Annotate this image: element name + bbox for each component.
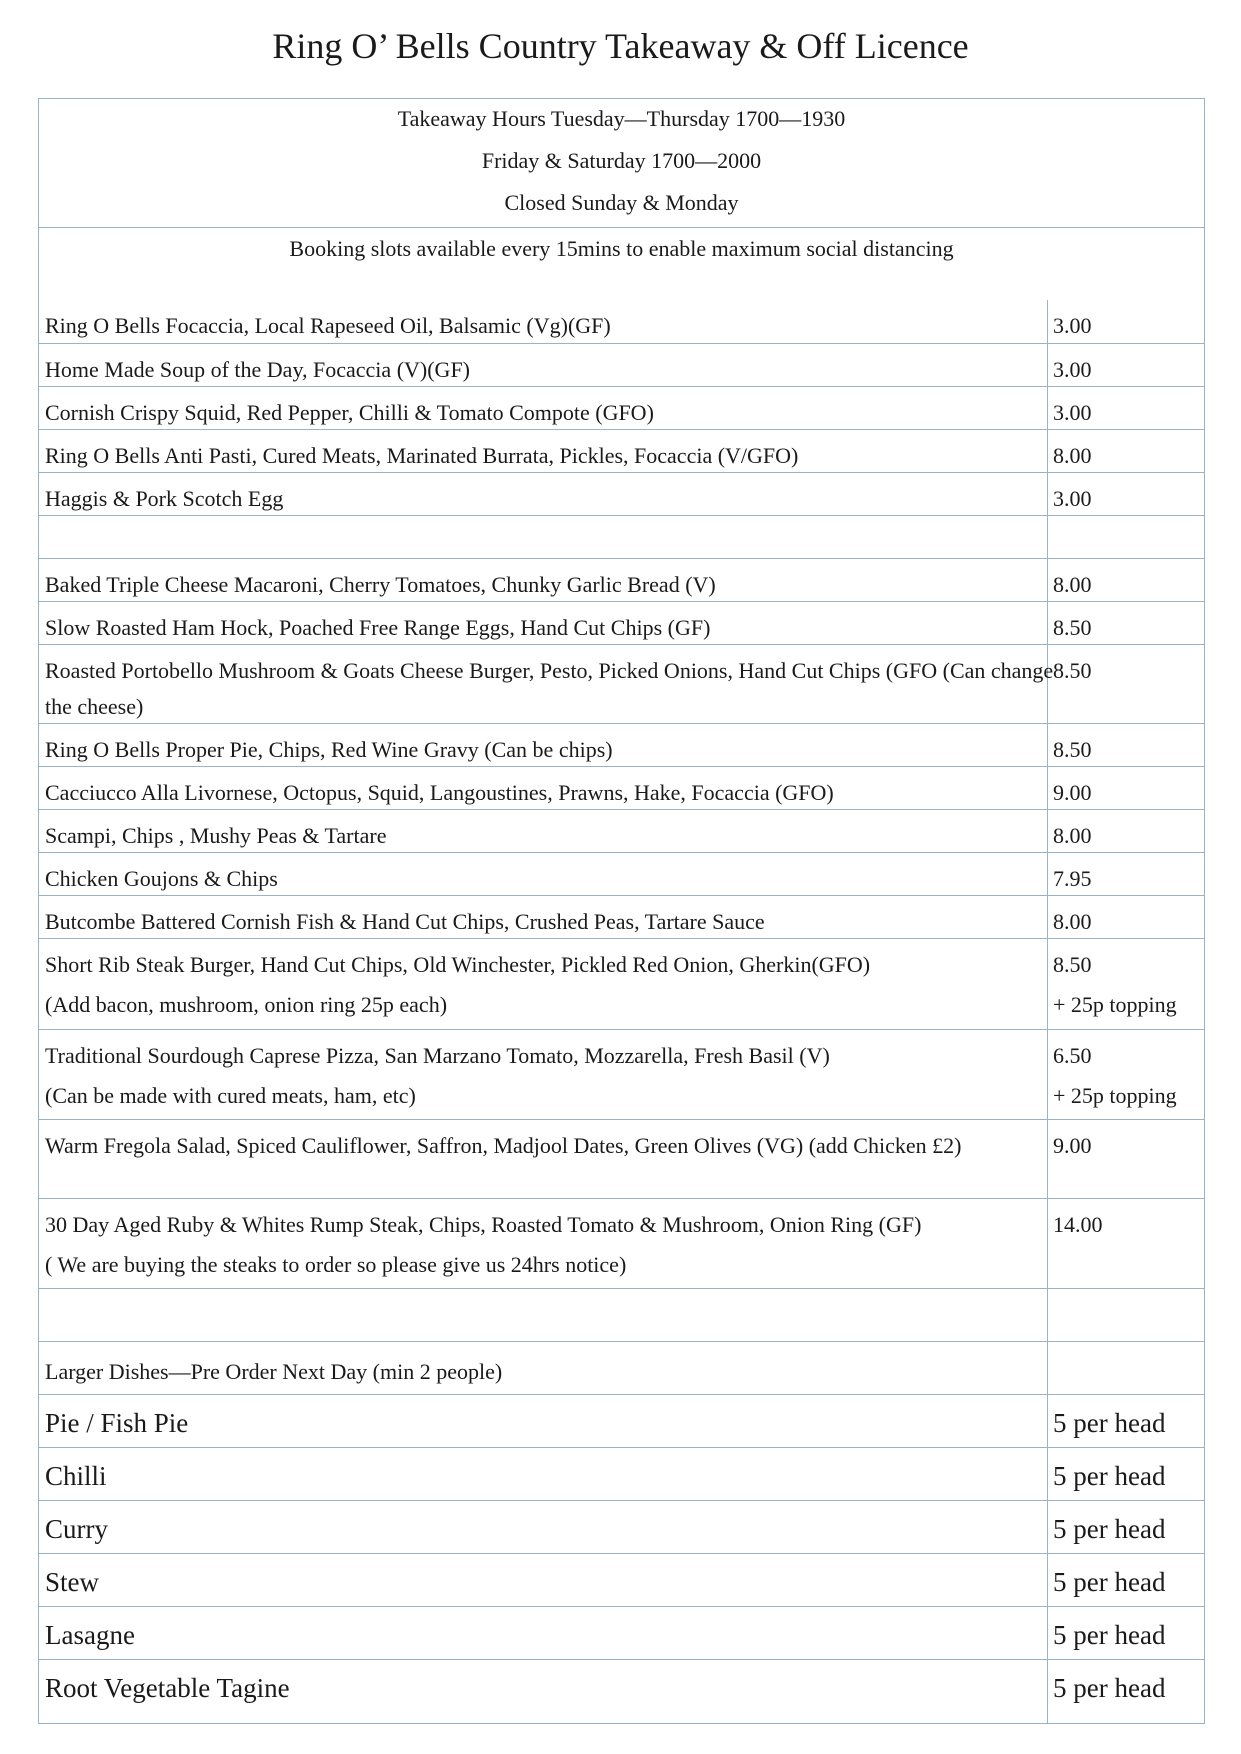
item-price: 3.00 xyxy=(1053,400,1092,425)
empty-row xyxy=(38,1289,1205,1342)
menu-row xyxy=(38,853,1205,896)
menu-row xyxy=(38,939,1205,1030)
price-note: + 25p topping xyxy=(1053,992,1177,1017)
page-title: Ring O’ Bells Country Takeaway & Off Licence xyxy=(272,26,969,66)
item-price: 8.00 xyxy=(1053,443,1092,468)
item-price xyxy=(1053,947,1203,1023)
menu-row xyxy=(38,645,1205,724)
item-name: Butcombe Battered Cornish Fish & Hand Cut Chips, Crushed Peas, Tartare Sauce xyxy=(45,909,765,934)
item-title: Short Rib Steak Burger, Hand Cut Chips, Old Winchester, Pickled Red Onion, Gherkin(GFO) xyxy=(45,952,871,977)
item-note: (Can be made with cured meats, ham, etc) xyxy=(45,1083,416,1108)
item-name: Roasted Portobello Mushroom & Goats Cheese Burger, Pesto, Picked Onions, Hand Cut Chips (GFO (Can change the cheese) xyxy=(45,658,1054,719)
item-price: 8.50 xyxy=(1053,615,1092,640)
larger-dishes-heading: Larger Dishes—Pre Order Next Day (min 2 people) xyxy=(45,1359,503,1384)
hours-line-2: Friday & Saturday 1700—2000 xyxy=(481,148,762,173)
menu-row xyxy=(38,602,1205,645)
item-price xyxy=(1053,1038,1203,1114)
item-price: 5 per head xyxy=(1053,1567,1166,1597)
menu-row xyxy=(38,810,1205,853)
menu-row xyxy=(38,896,1205,939)
item-name: Chicken Goujons & Chips xyxy=(45,866,278,891)
menu-row xyxy=(38,1395,1205,1448)
item-price: 8.00 xyxy=(1053,909,1092,934)
item-title: 30 Day Aged Ruby & Whites Rump Steak, Chips, Roasted Tomato & Mushroom, Onion Ring (GF) xyxy=(45,1212,922,1237)
item-price: 3.00 xyxy=(1053,313,1092,338)
item-name: Cornish Crispy Squid, Red Pepper, Chilli & Tomato Compote (GFO) xyxy=(45,400,654,425)
item-price: 8.00 xyxy=(1053,823,1092,848)
item-name: Ring O Bells Focaccia, Local Rapeseed Oil, Balsamic (Vg)(GF) xyxy=(45,313,611,338)
item-name: Chilli xyxy=(45,1461,107,1491)
menu-row xyxy=(38,1554,1205,1607)
item-name: Stew xyxy=(45,1567,99,1597)
item-price: 9.00 xyxy=(1053,780,1092,805)
menu-row xyxy=(38,1607,1205,1660)
larger-dishes-heading-row xyxy=(38,1342,1205,1395)
menu-row xyxy=(38,430,1205,473)
item-name: Scampi, Chips , Mushy Peas & Tartare xyxy=(45,823,387,848)
item-price: 9.00 xyxy=(1053,1133,1092,1158)
item-name: Haggis & Pork Scotch Egg xyxy=(45,486,284,511)
item-name: Baked Triple Cheese Macaroni, Cherry Tomatoes, Chunky Garlic Bread (V) xyxy=(45,572,716,597)
item-price: 5 per head xyxy=(1053,1461,1166,1491)
item-price: 8.50 xyxy=(1053,658,1092,683)
menu-row xyxy=(38,1448,1205,1501)
menu-row xyxy=(38,300,1205,344)
item-price: 7.95 xyxy=(1053,866,1092,891)
hours-line-3: Closed Sunday & Monday xyxy=(504,190,739,215)
item-note: ( We are buying the steaks to order so please give us 24hrs notice) xyxy=(45,1252,627,1277)
opening-hours xyxy=(38,98,1205,228)
menu-row xyxy=(38,1199,1205,1289)
item-name: Pie / Fish Pie xyxy=(45,1408,189,1438)
item-name xyxy=(45,947,1075,1023)
item-name: Warm Fregola Salad, Spiced Cauliflower, Saffron, Madjool Dates, Green Olives (VG) (add Chicken £2) xyxy=(45,1133,962,1158)
empty-row xyxy=(38,516,1205,559)
menu-row xyxy=(38,559,1205,602)
menu-row xyxy=(38,724,1205,767)
price-note: + 25p topping xyxy=(1053,1083,1177,1108)
item-price: 8.50 xyxy=(1053,737,1092,762)
item-name: Home Made Soup of the Day, Focaccia (V)(GF) xyxy=(45,357,471,382)
menu-row xyxy=(38,473,1205,516)
item-price: 5 per head xyxy=(1053,1408,1166,1438)
item-name: Root Vegetable Tagine xyxy=(45,1673,290,1703)
item-price: 3.00 xyxy=(1053,486,1092,511)
item-title: Traditional Sourdough Caprese Pizza, San Marzano Tomato, Mozzarella, Fresh Basil (V) xyxy=(45,1043,830,1068)
item-note: (Add bacon, mushroom, onion ring 25p each) xyxy=(45,992,448,1017)
menu-row xyxy=(38,1501,1205,1554)
item-name xyxy=(45,1207,1075,1283)
menu-row xyxy=(38,344,1205,387)
item-name: Ring O Bells Proper Pie, Chips, Red Wine Gravy (Can be chips) xyxy=(45,737,613,762)
item-price: 5 per head xyxy=(1053,1514,1166,1544)
price-value: 8.50 xyxy=(1053,952,1092,977)
item-name xyxy=(45,1038,1075,1114)
menu-row xyxy=(38,1030,1205,1120)
menu-row xyxy=(38,387,1205,430)
item-price: 3.00 xyxy=(1053,357,1092,382)
menu-row xyxy=(38,767,1205,810)
item-price: 8.00 xyxy=(1053,572,1092,597)
item-name: Slow Roasted Ham Hock, Poached Free Range Eggs, Hand Cut Chips (GF) xyxy=(45,615,711,640)
item-name: Ring O Bells Anti Pasti, Cured Meats, Marinated Burrata, Pickles, Focaccia (V/GFO) xyxy=(45,443,799,468)
item-price: 14.00 xyxy=(1053,1212,1103,1237)
booking-note: Booking slots available every 15mins to enable maximum social distancing xyxy=(289,236,954,261)
item-price: 5 per head xyxy=(1053,1673,1166,1703)
item-name: Lasagne xyxy=(45,1620,135,1650)
price-value: 6.50 xyxy=(1053,1043,1092,1068)
hours-line-1: Takeaway Hours Tuesday—Thursday 1700—1930 xyxy=(397,106,846,131)
item-name: Curry xyxy=(45,1514,108,1544)
item-name: Cacciucco Alla Livornese, Octopus, Squid, Langoustines, Prawns, Hake, Focaccia (GFO) xyxy=(45,780,834,805)
item-price: 5 per head xyxy=(1053,1620,1166,1650)
menu-row xyxy=(38,1660,1205,1724)
menu-row xyxy=(38,1120,1205,1199)
